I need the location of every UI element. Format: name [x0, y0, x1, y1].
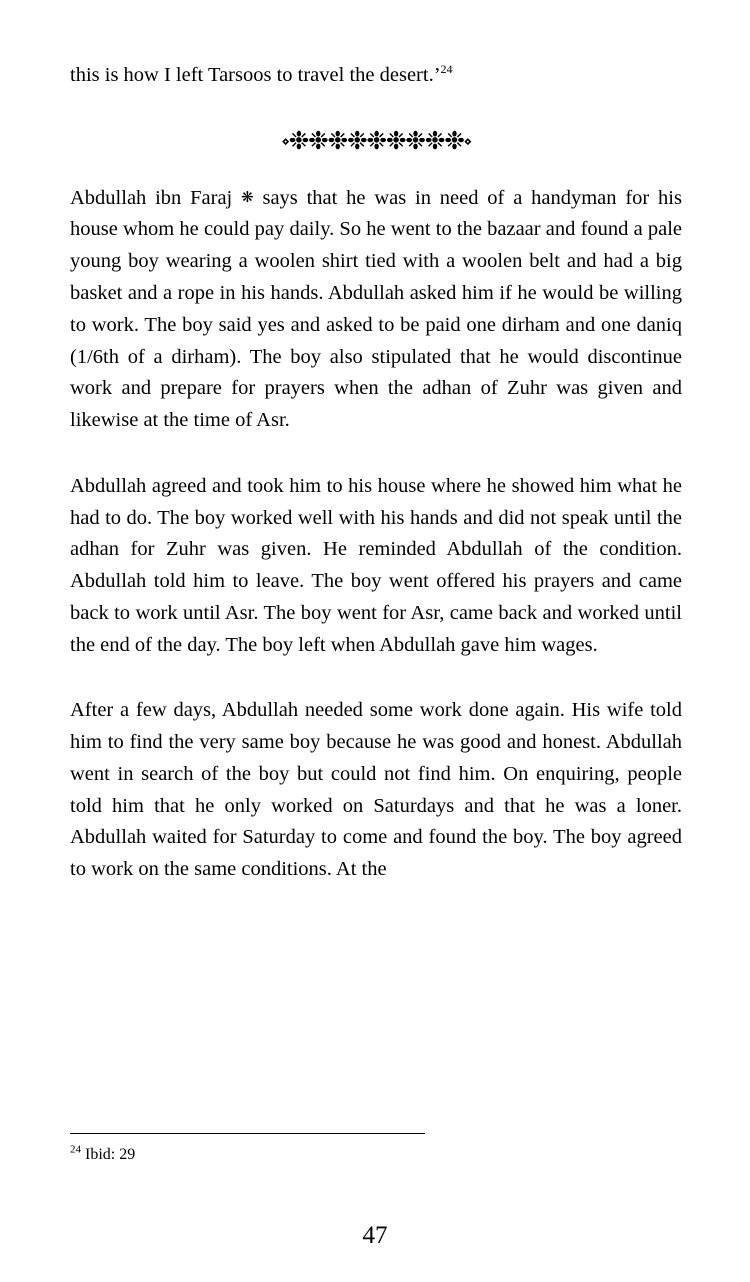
footnote-reference-marker: 24 — [440, 62, 453, 77]
footnote-separator-rule — [70, 1133, 425, 1134]
page-number: 47 — [362, 1222, 388, 1249]
carryover-line — [70, 62, 682, 90]
paragraph-1-rest: says that he was in need of a handyman for his house whom he could pay daily. So he went to the bazaar and found a pale young boy wearing a woolen shirt tied with a woolen belt and had a big basket and a rope in his hands. Abdullah asked him if he would be willing to work. The boy said yes and asked to be paid one dirham and one daniq (1/6th of a dirham). The boy also stipulated that he would discontinue work and prepare for prayers when the adhan of Zuhr was given and likewise at the time of Asr. — [70, 186, 682, 432]
paragraph-2: Abdullah agreed and took him to his house where he showed him what he had to do. The boy worked well with his hands and did not speak until the adhan for Zuhr was given. He reminded Abdullah of the condition. Abdullah told him to leave. The boy went offered his prayers and came back to work until Asr. The boy went for Asr, came back and worked until the end of the day. The boy left when Abdullah gave him wages. — [70, 474, 682, 656]
section-ornament-divider — [70, 125, 682, 155]
paragraph-1-lead: Abdullah ibn Faraj — [70, 186, 242, 209]
paragraph-3: After a few days, Abdullah needed some work done again. His wife told him to find the very same boy because he was good and honest. Abdullah went in search of the boy but could not find him. On enquiring, people told him that he only worked on Saturdays and that he was a loner. Abdullah waited for Saturday to come and found the boy. The boy agreed to work on the same conditions. At the — [70, 699, 682, 881]
footnote-entry — [70, 1145, 135, 1166]
ornament-right-tip: ⋄ — [463, 133, 471, 150]
footnote-number: 24 — [70, 1143, 81, 1156]
ornament-glyphs: ❉❉❉❉❉❉❉❉❉ — [288, 125, 464, 155]
carryover-text: this is how I left Tarsoos to travel the desert.’ — [70, 64, 441, 86]
footnote-text: Ibid: 29 — [85, 1146, 136, 1163]
paragraph-1 — [70, 183, 682, 437]
ornament-left-tip: ⋄ — [281, 133, 289, 150]
page-content — [70, 62, 682, 886]
honorific-symbol-icon: ❋ — [241, 187, 254, 206]
